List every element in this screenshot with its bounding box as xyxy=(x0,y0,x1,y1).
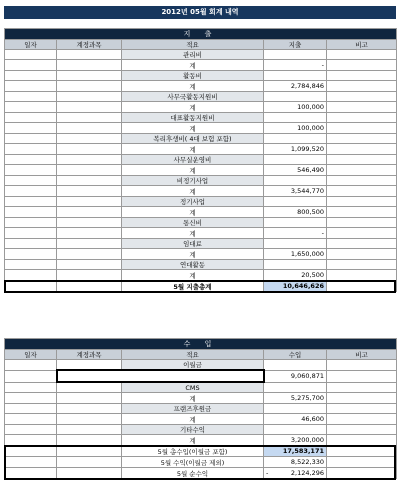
income-section-title: 수 입 xyxy=(5,339,397,350)
income-category-row xyxy=(5,360,397,371)
summary-amount: 2,124,296 xyxy=(290,469,324,477)
empty-cell xyxy=(57,113,122,123)
subtotal-label: 계 xyxy=(122,60,264,71)
subtotal-amount: 2,784,846 xyxy=(264,81,327,92)
empty-cell xyxy=(327,382,397,393)
empty-cell xyxy=(57,176,122,186)
empty-cell xyxy=(264,404,327,414)
category-name: CMS xyxy=(122,382,264,393)
income-subtotal-row xyxy=(5,370,397,382)
empty-cell xyxy=(327,123,397,134)
expense-section-title: 지 출 xyxy=(5,29,397,40)
subtotal-label: 계 xyxy=(122,102,264,113)
empty-cell xyxy=(327,176,397,186)
empty-cell xyxy=(5,360,57,371)
empty-cell xyxy=(57,197,122,207)
empty-cell xyxy=(264,134,327,144)
empty-cell xyxy=(327,71,397,81)
empty-cell xyxy=(264,260,327,270)
subtotal-label: 계 xyxy=(122,228,264,239)
empty-cell xyxy=(5,92,57,102)
empty-cell xyxy=(327,218,397,228)
total-value: 10,646,626 xyxy=(264,281,327,292)
col-date: 일자 xyxy=(5,40,57,50)
empty-cell xyxy=(5,249,57,260)
empty-cell xyxy=(327,404,397,414)
empty-cell xyxy=(327,270,397,281)
empty-cell xyxy=(327,360,397,371)
empty-cell xyxy=(327,155,397,165)
income-category-row xyxy=(5,425,397,435)
empty-cell xyxy=(57,218,122,228)
empty-cell xyxy=(5,113,57,123)
empty-cell xyxy=(5,468,57,479)
summary-amount: 17,583,171 xyxy=(282,447,324,455)
subtotal-amount: 46,600 xyxy=(264,414,327,425)
subtotal-label: 계 xyxy=(122,435,264,446)
expense-category-row xyxy=(5,92,397,102)
empty-cell xyxy=(327,134,397,144)
category-name: 비정기사업 xyxy=(122,176,264,186)
subtotal-amount: 3,544,770 xyxy=(264,186,327,197)
empty-cell xyxy=(57,60,122,71)
subtotal-label: 계 xyxy=(122,165,264,176)
income-summary-row xyxy=(5,457,397,468)
empty-cell xyxy=(5,435,57,446)
empty-cell xyxy=(327,260,397,270)
subtotal-label: 계 xyxy=(122,393,264,404)
empty-cell xyxy=(264,113,327,123)
category-name: 대표활동지원비 xyxy=(122,113,264,123)
empty-cell xyxy=(264,197,327,207)
subtotal-amount: 800,500 xyxy=(264,207,327,218)
empty-cell xyxy=(327,186,397,197)
expense-subtotal-row xyxy=(5,228,397,239)
empty-cell xyxy=(264,218,327,228)
empty-cell xyxy=(5,71,57,81)
col-account: 계정과목 xyxy=(57,350,122,360)
empty-cell xyxy=(327,102,397,113)
empty-cell xyxy=(264,176,327,186)
empty-cell xyxy=(57,382,122,393)
empty-cell xyxy=(57,71,122,81)
empty-cell xyxy=(5,404,57,414)
empty-cell xyxy=(327,207,397,218)
expense-category-row xyxy=(5,155,397,165)
subtotal-amount: 3,200,000 xyxy=(264,435,327,446)
empty-cell xyxy=(327,228,397,239)
empty-cell xyxy=(327,281,397,292)
expense-subtotal-row xyxy=(5,81,397,92)
subtotal-amount: 1,650,000 xyxy=(264,249,327,260)
expense-subtotal-row xyxy=(5,102,397,113)
expense-category-row xyxy=(5,71,397,81)
expense-category-row xyxy=(5,218,397,228)
category-name: 활동비 xyxy=(122,71,264,81)
empty-cell xyxy=(57,50,122,60)
empty-cell xyxy=(57,249,122,260)
empty-cell xyxy=(57,123,122,134)
col-date: 일자 xyxy=(5,350,57,360)
expense-category-row xyxy=(5,50,397,60)
empty-cell xyxy=(57,165,122,176)
income-summary-row xyxy=(5,446,397,457)
income-category-row xyxy=(5,404,397,414)
col-expense: 지출 xyxy=(264,40,327,50)
empty-cell xyxy=(57,260,122,270)
subtotal-amount: 546,490 xyxy=(264,165,327,176)
empty-cell xyxy=(264,71,327,81)
empty-cell xyxy=(5,207,57,218)
empty-cell xyxy=(5,393,57,404)
empty-cell xyxy=(264,50,327,60)
subtotal-amount: 20,500 xyxy=(264,270,327,281)
empty-cell xyxy=(327,50,397,60)
subtotal-amount: 5,275,700 xyxy=(264,393,327,404)
income-category-row xyxy=(5,382,397,393)
expense-subtotal-row xyxy=(5,60,397,71)
category-name: 통신비 xyxy=(122,218,264,228)
expense-category-row xyxy=(5,239,397,249)
empty-cell xyxy=(264,92,327,102)
expense-subtotal-row xyxy=(5,165,397,176)
expense-subtotal-row xyxy=(5,207,397,218)
subtotal-label: 계 xyxy=(122,123,264,134)
empty-cell xyxy=(327,446,397,457)
summary-value xyxy=(264,457,327,468)
category-name: 관리비 xyxy=(122,50,264,60)
empty-cell xyxy=(327,113,397,123)
empty-cell xyxy=(5,446,57,457)
total-label: 5월 지출총계 xyxy=(122,281,264,292)
empty-cell xyxy=(57,468,122,479)
empty-cell xyxy=(5,165,57,176)
expense-subtotal-row xyxy=(5,270,397,281)
empty-cell xyxy=(5,382,57,393)
expense-column-headers xyxy=(5,40,397,50)
summary-value xyxy=(264,468,327,479)
empty-cell xyxy=(57,239,122,249)
empty-cell xyxy=(57,155,122,165)
empty-cell xyxy=(5,239,57,249)
income-table xyxy=(4,338,397,479)
expense-table xyxy=(4,28,397,292)
empty-cell xyxy=(57,435,122,446)
empty-cell xyxy=(5,102,57,113)
empty-cell xyxy=(327,92,397,102)
empty-cell xyxy=(57,228,122,239)
summary-label: 5월 순수익 xyxy=(122,468,264,479)
empty-cell xyxy=(57,370,264,382)
empty-cell xyxy=(327,197,397,207)
income-column-headers xyxy=(5,350,397,360)
income-subtotal-row xyxy=(5,393,397,404)
expense-subtotal-row xyxy=(5,249,397,260)
empty-cell xyxy=(327,60,397,71)
subtotal-amount: 9,060,871 xyxy=(264,370,327,382)
empty-cell xyxy=(57,134,122,144)
empty-cell xyxy=(5,81,57,92)
empty-cell xyxy=(5,123,57,134)
expense-subtotal-row xyxy=(5,186,397,197)
empty-cell xyxy=(264,425,327,435)
category-name: 임대료 xyxy=(122,239,264,249)
empty-cell xyxy=(57,446,122,457)
empty-cell xyxy=(57,207,122,218)
empty-cell xyxy=(57,92,122,102)
subtotal-amount: 100,000 xyxy=(264,123,327,134)
empty-cell xyxy=(5,457,57,468)
empty-cell xyxy=(327,414,397,425)
empty-cell xyxy=(327,239,397,249)
income-section-header xyxy=(5,339,397,350)
empty-cell xyxy=(57,81,122,92)
empty-cell xyxy=(327,370,397,382)
empty-cell xyxy=(57,414,122,425)
empty-cell xyxy=(5,50,57,60)
expense-category-row xyxy=(5,134,397,144)
empty-cell xyxy=(5,144,57,155)
empty-cell xyxy=(5,197,57,207)
empty-cell xyxy=(327,425,397,435)
empty-cell xyxy=(57,144,122,155)
empty-cell xyxy=(57,393,122,404)
col-account: 계정과목 xyxy=(57,40,122,50)
summary-label: 5월 수익(이월금 제외) xyxy=(122,457,264,468)
expense-section-header xyxy=(5,29,397,40)
subtotal-label: 계 xyxy=(122,207,264,218)
income-summary-row xyxy=(5,468,397,479)
empty-cell xyxy=(327,81,397,92)
subtotal-label: 계 xyxy=(122,144,264,155)
empty-cell xyxy=(57,281,122,292)
empty-cell xyxy=(327,468,397,479)
empty-cell xyxy=(57,186,122,197)
empty-cell xyxy=(5,228,57,239)
subtotal-label: 계 xyxy=(122,270,264,281)
subtotal-amount: - xyxy=(264,228,327,239)
expense-category-row xyxy=(5,176,397,186)
subtotal-amount: 1,099,520 xyxy=(264,144,327,155)
summary-sign: - xyxy=(266,469,269,477)
empty-cell xyxy=(5,60,57,71)
empty-cell xyxy=(264,360,327,371)
col-description: 적요 xyxy=(122,40,264,50)
col-income: 수입 xyxy=(264,350,327,360)
empty-cell xyxy=(327,457,397,468)
expense-total-row xyxy=(5,281,397,292)
subtotal-label: 계 xyxy=(122,186,264,197)
empty-cell xyxy=(327,144,397,155)
expense-category-row xyxy=(5,197,397,207)
col-remarks: 비고 xyxy=(327,350,397,360)
empty-cell xyxy=(5,155,57,165)
empty-cell xyxy=(57,425,122,435)
empty-cell xyxy=(5,176,57,186)
empty-cell xyxy=(57,457,122,468)
empty-cell xyxy=(5,370,57,382)
category-name: 프랜즈후원금 xyxy=(122,404,264,414)
empty-cell xyxy=(5,281,57,292)
subtotal-label: 계 xyxy=(122,249,264,260)
col-description: 적요 xyxy=(122,350,264,360)
empty-cell xyxy=(327,165,397,176)
summary-value xyxy=(264,446,327,457)
income-subtotal-row xyxy=(5,414,397,425)
subtotal-amount: 100,000 xyxy=(264,102,327,113)
category-name: 복리후생비( 4대 보험 포함) xyxy=(122,134,264,144)
category-name: 이월금 xyxy=(122,360,264,371)
empty-cell xyxy=(5,260,57,270)
empty-cell xyxy=(327,249,397,260)
empty-cell xyxy=(264,382,327,393)
category-name: 사무국활동지원비 xyxy=(122,92,264,102)
expense-category-row xyxy=(5,113,397,123)
empty-cell xyxy=(327,435,397,446)
empty-cell xyxy=(5,425,57,435)
category-name: 정기사업 xyxy=(122,197,264,207)
empty-cell xyxy=(5,414,57,425)
empty-cell xyxy=(5,134,57,144)
page-title: 2012년 05월 회계 내역 xyxy=(4,6,396,19)
expense-subtotal-row xyxy=(5,123,397,134)
empty-cell xyxy=(57,404,122,414)
empty-cell xyxy=(5,270,57,281)
empty-cell xyxy=(5,186,57,197)
empty-cell xyxy=(264,239,327,249)
subtotal-label: 계 xyxy=(122,414,264,425)
expense-category-row xyxy=(5,260,397,270)
empty-cell xyxy=(57,270,122,281)
empty-cell xyxy=(264,155,327,165)
category-name: 연대활동 xyxy=(122,260,264,270)
income-subtotal-row xyxy=(5,435,397,446)
col-remarks: 비고 xyxy=(327,40,397,50)
subtotal-label: 계 xyxy=(122,81,264,92)
expense-subtotal-row xyxy=(5,144,397,155)
empty-cell xyxy=(327,393,397,404)
empty-cell xyxy=(57,102,122,113)
category-name: 사무실운영비 xyxy=(122,155,264,165)
subtotal-amount: - xyxy=(264,60,327,71)
empty-cell xyxy=(5,218,57,228)
summary-label: 5월 총수입(이월금 포함) xyxy=(122,446,264,457)
summary-amount: 8,522,330 xyxy=(290,458,324,466)
category-name: 기타수익 xyxy=(122,425,264,435)
empty-cell xyxy=(57,360,122,371)
